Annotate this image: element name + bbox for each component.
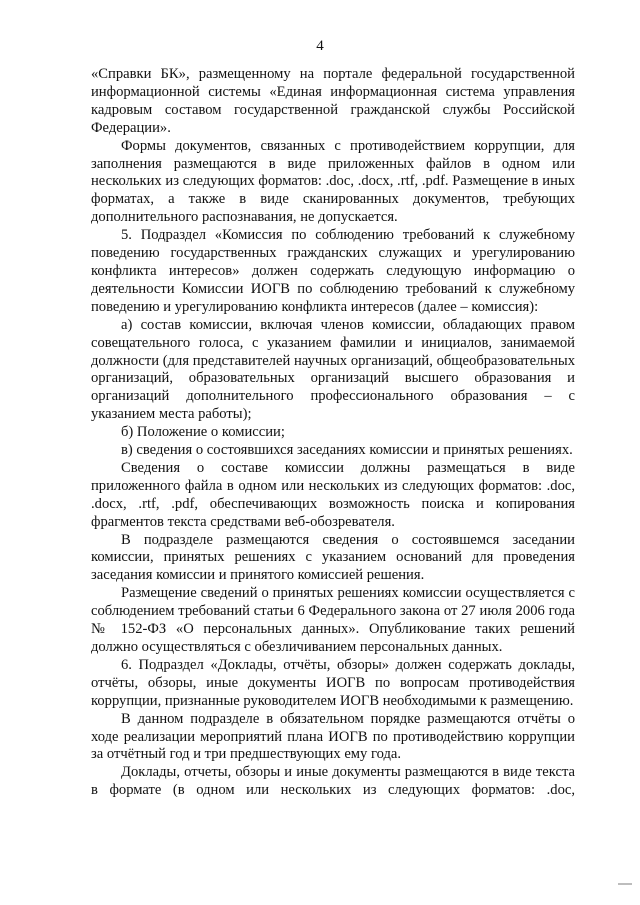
paragraph-meeting-info: В подразделе размещаются сведения о состоявшемся заседании комиссии, принятых решениях с указанием оснований для проведения заседания комиссии и принятого комиссией решения.: [91, 531, 575, 584]
paragraph-reports-mandatory: В данном подразделе в обязательном порядке размещаются отчёты о ходе реализации мероприятий плана ИОГВ по противодействию коррупции за отчётный год и три предшествующих ему года.: [91, 710, 575, 763]
paragraph-continuation: «Справки БК», размещенному на портале федеральной государственной информационной системы «Единая информационная система управления кадровым составом государственной гражданской службы Российской Федерации».: [91, 66, 575, 136]
page-number: 4: [316, 38, 324, 54]
paragraph-section-6: 6. Подраздел «Доклады, отчёты, обзоры» должен содержать доклады, отчёты, обзоры, иные документы ИОГВ по вопросам противодействия коррупции, признанные руководителем ИОГВ необходимыми к размещению.: [91, 656, 575, 709]
list-item-b: б) Положение о комиссии;: [121, 424, 285, 441]
document-body: [91, 66, 575, 800]
paragraph-commission-composition: Сведения о составе комиссии должны размещаться в виде приложенного файла в одном или нескольких из следующих форматов: .doc, .docx, .rtf, .pdf, обеспечивающих возможность поиска и копирования фрагментов текста средствами веб-обозревателя.: [91, 459, 575, 530]
paragraph-document-forms: Формы документов, связанных с противодействием коррупции, для заполнения размещаются в виде приложенных файлов в одном или нескольких из следующих форматов: .doc, .docx, .rtf, .pdf. Размещение в иных форматах, а также в виде сканированных документов, требующих дополнительного распознавания, не допускается.: [91, 137, 575, 226]
paragraph-personal-data: Размещение сведений о принятых решениях комиссии осуществляется с соблюдением требований статьи 6 Федерального закона от 27 июля 2006 года № 152-ФЗ «О персональных данных». Опубликование таких решений должно осуществляться с обезличиванием персональных данных.: [91, 585, 575, 655]
list-item-a: а) состав комиссии, включая членов комиссии, обладающих правом совещательного голоса, с указанием фамилии и инициалов, занимаемой должности (для представителей научных организаций, общеобразовательных организаций, образовательных организаций высшего образования и организаций дополнительного профессионального образования – с указанием места работы);: [91, 316, 575, 423]
list-item-c: в) сведения о состоявшихся заседаниях комиссии и принятых решениях.: [121, 442, 573, 459]
scan-artifact: [618, 883, 632, 885]
paragraph-section-5: 5. Подраздел «Комиссия по соблюдению требований к служебному поведению государственных гражданских служащих и урегулированию конфликта интересов» должен содержать следующую информацию о деятельности Комиссии ИОГВ по соблюдению требований к служебному поведению и урегулированию конфликта интересов (далее – комиссия):: [91, 227, 575, 315]
paragraph-reports-format: Доклады, отчеты, обзоры и иные документы размещаются в виде текста в формате (в одном или нескольких из следующих форматов: .doc,: [91, 764, 575, 799]
